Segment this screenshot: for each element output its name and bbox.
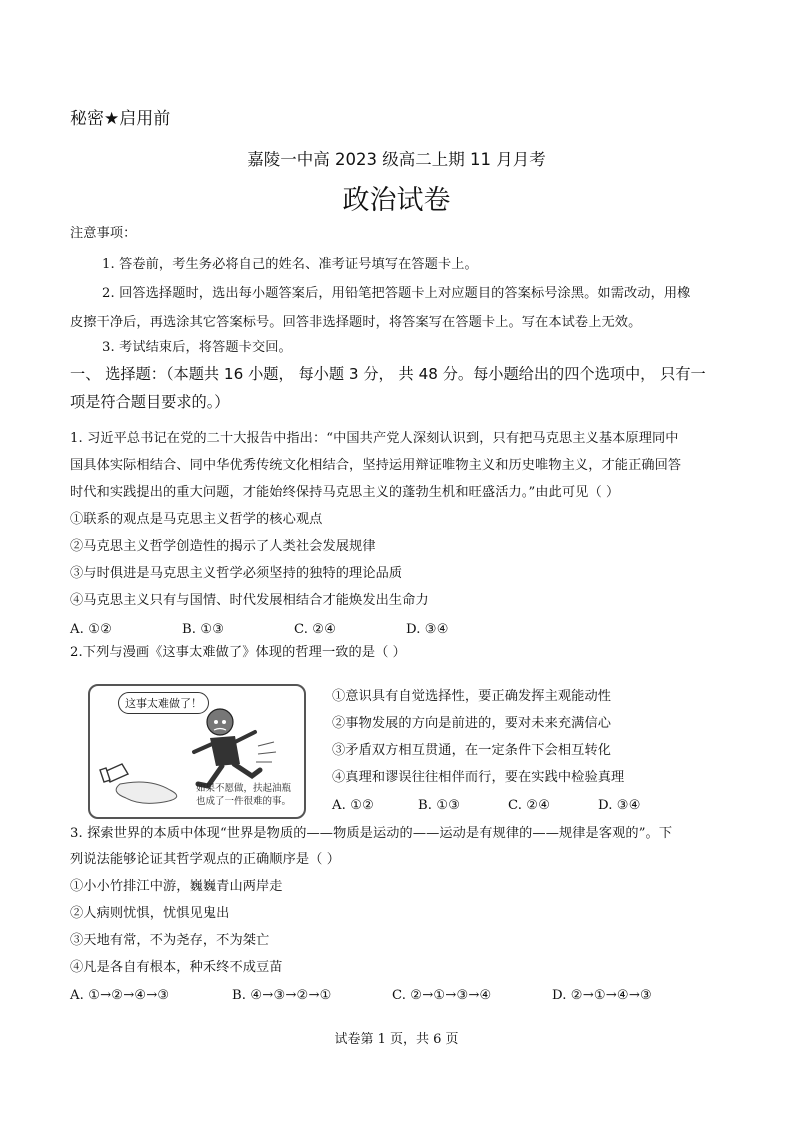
q1-option-a: A. ①② (70, 622, 113, 637)
comic-illustration (88, 684, 306, 819)
section-heading-line-1: 一、 选择题：（本题共 16 小题， 每小题 3 分， 共 48 分。每小题给出的四个选项中， 只有一 (70, 365, 706, 383)
q2-option-a: A. ①② (332, 798, 375, 813)
q2-option-d: D. ③④ (598, 798, 641, 813)
q2-statement-2: ②事物发展的方向是前进的，要对未来充满信心 (332, 716, 612, 731)
notice-item-1: 1. 答卷前，考生务必将自己的姓名、准考证号填写在答题卡上。 (102, 257, 478, 272)
q1-stem-line-3: 时代和实践提出的重大问题，才能始终保持马克思主义的蓬勃生机和旺盛活力。”由此可见（ ） (70, 485, 620, 500)
page-footer: 试卷第 1 页，共 6 页 (334, 1032, 459, 1047)
comic-caption-line-1: 如果不愿做，扶起油瓶 (196, 783, 292, 794)
q3-stem-line-2: 列说法能够论证其哲学观点的正确顺序是（ ） (70, 852, 341, 867)
notice-heading: 注意事项： (70, 226, 137, 241)
comic-speech-bubble: 这事太难做了！ (118, 692, 209, 714)
exam-title: 嘉陵一中高 2023 级高二上期 11 月月考 (247, 150, 546, 169)
q3-statement-1: ①小小竹排江中游，巍巍青山两岸走 (70, 879, 283, 894)
notice-item-3: 3. 考试结束后，将答题卡交回。 (102, 340, 292, 355)
comic-caption-line-2: 也成了一件很难的事。 (196, 796, 292, 807)
q1-statement-4: ④马克思主义只有与国情、时代发展相结合才能焕发出生命力 (70, 593, 429, 608)
q2-option-b: B. ①③ (418, 798, 461, 813)
subject-title: 政治试卷 (342, 185, 451, 216)
q1-statement-3: ③与时俱进是马克思主义哲学必须坚持的独特的理论品质 (70, 566, 403, 581)
q3-stem-line-1: 3. 探索世界的本质中体现“世界是物质的——物质是运动的——运动是有规律的——规律是客观的”。下 (70, 826, 673, 841)
q3-option-c: C. ②→①→③→④ (392, 988, 492, 1003)
q3-statement-3: ③天地有常，不为尧存，不为桀亡 (70, 933, 270, 948)
q3-option-d: D. ②→①→④→③ (552, 988, 652, 1003)
q1-option-c: C. ②④ (294, 622, 337, 637)
q2-statement-3: ③矛盾双方相互贯通，在一定条件下会相互转化 (332, 743, 612, 758)
q1-stem-line-2: 国具体实际相结合、同中华优秀传统文化相结合，坚持运用辩证唯物主义和历史唯物主义，才能正确回答 (70, 458, 682, 473)
q3-statement-4: ④凡是各自有根本，种禾终不成豆苗 (70, 960, 283, 975)
q1-stem-line-1: 1. 习近平总书记在党的二十大报告中指出：“中国共产党人深刻认识到，只有把马克思主义基本原理同中 (70, 431, 679, 446)
q3-option-b: B. ④→③→②→① (232, 988, 332, 1003)
q1-statement-2: ②马克思主义哲学创造性的揭示了人类社会发展规律 (70, 539, 376, 554)
q2-statement-1: ①意识具有自觉选择性，要正确发挥主观能动性 (332, 689, 612, 704)
section-heading-line-2: 项是符合题目要求的。） (70, 393, 230, 411)
q2-option-c: C. ②④ (508, 798, 551, 813)
comic-caption (196, 782, 291, 808)
q3-option-a: A. ①→②→④→③ (70, 988, 170, 1003)
q1-option-b: B. ①③ (182, 622, 225, 637)
q3-statement-2: ②人病则忧惧，忧惧见鬼出 (70, 906, 230, 921)
notice-item-2-line-1: 2. 回答选择题时，选出每小题答案后，用铅笔把答题卡上对应题目的答案标号涂黑。如需改动，用橡 (102, 286, 691, 301)
q2-stem: 2.下列与漫画《这事太难做了》体现的哲理一致的是（ ） (70, 645, 406, 660)
notice-item-2-line-2: 皮擦干净后，再选涂其它答案标号。回答非选择题时，将答案写在答题卡上。写在本试卷上无效。 (70, 315, 642, 330)
q2-statement-4: ④真理和谬误往往相伴而行，要在实践中检验真理 (332, 770, 625, 785)
q1-statement-1: ①联系的观点是马克思主义哲学的核心观点 (70, 512, 323, 527)
q1-option-d: D. ③④ (406, 622, 449, 637)
secret-mark: 秘密★启用前 (70, 109, 171, 129)
